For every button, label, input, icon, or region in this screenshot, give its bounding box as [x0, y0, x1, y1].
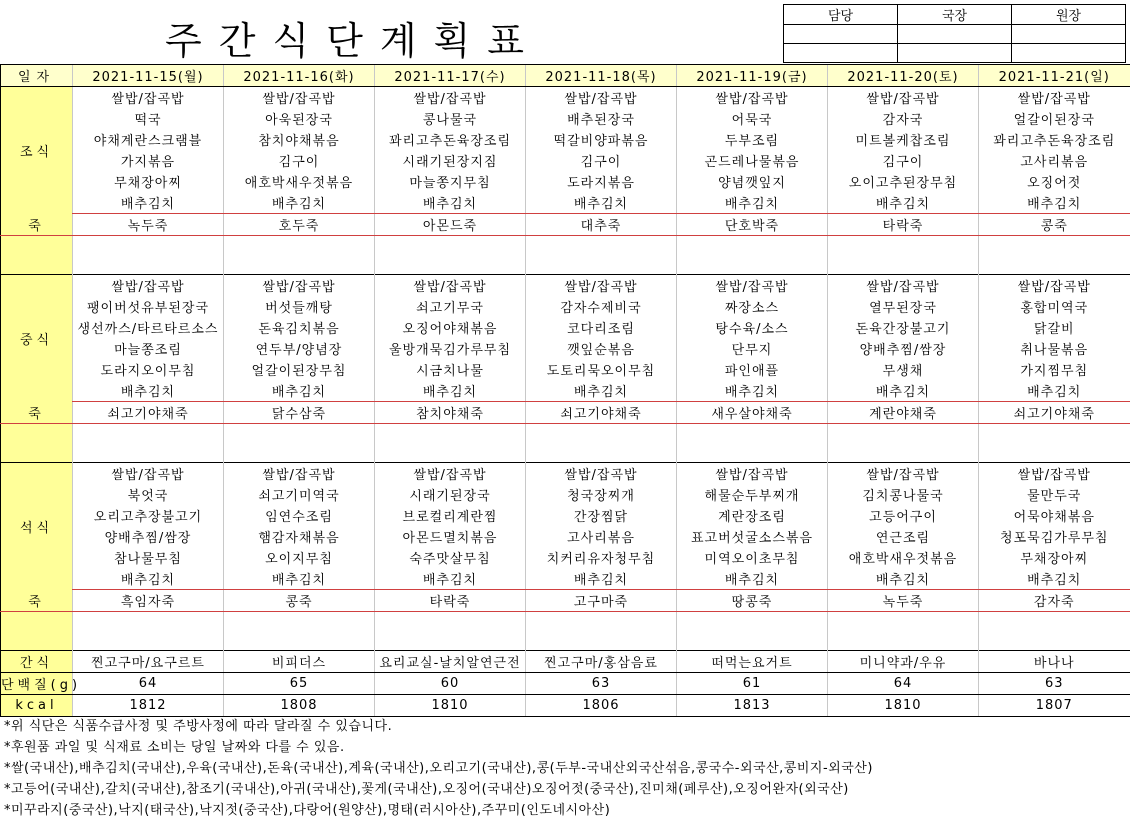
dinner-row-cell: 햄감자채볶음: [224, 526, 375, 547]
dinner-blank-row-cell: [526, 631, 677, 651]
lunch-row-cell: 홍합미역국: [979, 296, 1130, 317]
protein-row-cell: 63: [526, 673, 677, 695]
protein-row-cell: 63: [979, 673, 1130, 695]
breakfast-blank-row-label: [1, 255, 73, 275]
breakfast-row-cell: 김구이: [224, 150, 375, 171]
dinner-row: [1, 484, 1130, 505]
dinner-blank-row-cell: [828, 631, 979, 651]
lunch-blank-row: [1, 443, 1130, 463]
lunch-row: [1, 275, 1130, 297]
dinner-row-cell: 간장찜닭: [526, 505, 677, 526]
dinner-blank-row-cell: [73, 612, 224, 632]
lunch-row-cell: 생선까스/타르타르소스: [73, 317, 224, 338]
lunch-porridge-row: [1, 402, 1130, 424]
note-line: *고등어(국내산),갈치(국내산),참조기(국내산),아귀(국내산),꽃게(국내산),오징어(국내산)오징어젓(중국산),진미채(페루산),오징어완자(외국산): [4, 782, 849, 797]
dinner-blank-row-cell: [224, 612, 375, 632]
breakfast-blank-row-cell: [979, 236, 1130, 256]
breakfast-row-cell: 도라지볶음: [526, 171, 677, 192]
lunch-blank-row-cell: [73, 424, 224, 444]
breakfast-row-cell: 김구이: [828, 150, 979, 171]
lunch-blank-row-cell: [224, 443, 375, 463]
dinner-row-cell: 김치콩나물국: [828, 484, 979, 505]
notes: [4, 716, 873, 821]
breakfast-porridge-row-cell: 대추죽: [526, 214, 677, 236]
lunch-row-cell: 감자수제비국: [526, 296, 677, 317]
dinner-blank-row-cell: [979, 612, 1130, 632]
snack-row: [1, 651, 1130, 673]
approval-head-sign2: [1012, 44, 1126, 63]
lunch-row-cell: 가지찜무침: [979, 359, 1130, 380]
breakfast-porridge-row: [1, 214, 1130, 236]
lunch-row: [1, 317, 1130, 338]
breakfast-blank-row-cell: [224, 255, 375, 275]
breakfast-row-label: 조식: [1, 87, 73, 214]
dinner-row-cell: 쇠고기미역국: [224, 484, 375, 505]
dinner-blank-row: [1, 631, 1130, 651]
breakfast-blank-row-cell: [73, 255, 224, 275]
dinner-row-cell: 시래기된장국: [375, 484, 526, 505]
breakfast-row-cell: 야채계란스크램블: [73, 129, 224, 150]
lunch-row-cell: 배추김치: [73, 380, 224, 402]
breakfast-row: [1, 171, 1130, 192]
lunch-row-label: 중식: [1, 275, 73, 402]
lunch-row-cell: 쌀밥/잡곡밥: [73, 275, 224, 297]
breakfast-blank-row-cell: [677, 255, 828, 275]
lunch-blank-row-cell: [526, 443, 677, 463]
breakfast-blank-row-cell: [526, 236, 677, 256]
lunch-row-cell: 배추김치: [526, 380, 677, 402]
dinner-row-cell: 배추김치: [224, 568, 375, 590]
lunch-porridge-row-cell: 닭수삼죽: [224, 402, 375, 424]
breakfast-row: [1, 108, 1130, 129]
lunch-blank-row-cell: [979, 443, 1130, 463]
dinner-row-cell: 청국장찌개: [526, 484, 677, 505]
kcal-row: [1, 695, 1130, 717]
dinner-blank-row-cell: [526, 612, 677, 632]
breakfast-blank-row-cell: [224, 236, 375, 256]
breakfast-row-cell: 배추김치: [526, 192, 677, 214]
lunch-blank-row-cell: [375, 443, 526, 463]
date-header-cell: 2021-11-20(토): [828, 65, 979, 87]
lunch-row: [1, 380, 1130, 402]
lunch-row-cell: 쌀밥/잡곡밥: [224, 275, 375, 297]
breakfast-porridge-row-cell: 녹두죽: [73, 214, 224, 236]
lunch-porridge-row-cell: 참치야채죽: [375, 402, 526, 424]
breakfast-blank-row-cell: [979, 255, 1130, 275]
lunch-row-cell: 쌀밥/잡곡밥: [828, 275, 979, 297]
dinner-row-cell: 쌀밥/잡곡밥: [979, 463, 1130, 485]
date-header-cell: 2021-11-15(월): [73, 65, 224, 87]
breakfast-porridge-row-label: 죽: [1, 214, 73, 236]
breakfast-row-cell: 양념깻잎지: [677, 171, 828, 192]
protein-row-cell: 61: [677, 673, 828, 695]
lunch-row-cell: 쌀밥/잡곡밥: [526, 275, 677, 297]
lunch-blank-row-cell: [677, 443, 828, 463]
dinner-row-cell: 고사리볶음: [526, 526, 677, 547]
date-header-cell: 2021-11-16(화): [224, 65, 375, 87]
breakfast-porridge-row-cell: 호두죽: [224, 214, 375, 236]
dinner-row-cell: 배추김치: [375, 568, 526, 590]
dinner-porridge-row-cell: 녹두죽: [828, 590, 979, 612]
lunch-row-cell: 배추김치: [224, 380, 375, 402]
lunch-row-cell: 팽이버섯유부된장국: [73, 296, 224, 317]
breakfast-row: [1, 192, 1130, 214]
snack-row-cell: 요리교실-날치알연근전: [375, 651, 526, 673]
lunch-blank-row-cell: [979, 424, 1130, 444]
approval-director-sign: [898, 25, 1012, 44]
dinner-porridge-row: [1, 590, 1130, 612]
protein-row-label: 단백질(g): [1, 673, 73, 695]
dinner-row-cell: 표고버섯굴소스볶음: [677, 526, 828, 547]
breakfast-row-cell: 배추김치: [375, 192, 526, 214]
lunch-row: [1, 359, 1130, 380]
protein-row-cell: 60: [375, 673, 526, 695]
dinner-blank-row-cell: [979, 631, 1130, 651]
dinner-row-cell: 참나물무침: [73, 547, 224, 568]
breakfast-porridge-row-cell: 아몬드죽: [375, 214, 526, 236]
dinner-row-cell: 배추김치: [677, 568, 828, 590]
protein-row-cell: 65: [224, 673, 375, 695]
breakfast-row-cell: 떡갈비양파볶음: [526, 129, 677, 150]
breakfast-row-cell: 배추김치: [677, 192, 828, 214]
kcal-row-label: kcal: [1, 695, 73, 717]
breakfast-blank-row-cell: [526, 255, 677, 275]
breakfast-row-cell: 아욱된장국: [224, 108, 375, 129]
weekly-menu-table: [0, 64, 1130, 717]
breakfast-row-cell: 쌀밥/잡곡밥: [224, 87, 375, 109]
kcal-row-cell: 1806: [526, 695, 677, 717]
lunch-row-cell: 도라지오이무침: [73, 359, 224, 380]
lunch-row-cell: 열무된장국: [828, 296, 979, 317]
lunch-blank-row-label: [1, 424, 73, 444]
breakfast-row-cell: 두부조림: [677, 129, 828, 150]
lunch-row-cell: 마늘쫑조림: [73, 338, 224, 359]
lunch-row-cell: 짜장소스: [677, 296, 828, 317]
dinner-blank-row-cell: [375, 612, 526, 632]
breakfast-row-cell: 참치야채볶음: [224, 129, 375, 150]
breakfast-row-cell: 김구이: [526, 150, 677, 171]
date-header-cell: 2021-11-19(금): [677, 65, 828, 87]
lunch-row-cell: 깻잎순볶음: [526, 338, 677, 359]
lunch-row-cell: 배추김치: [375, 380, 526, 402]
dinner-row-cell: 무채장아찌: [979, 547, 1130, 568]
dinner-row-cell: 애호박새우젓볶음: [828, 547, 979, 568]
lunch-row-cell: 돈육간장불고기: [828, 317, 979, 338]
breakfast-row-cell: 쌀밥/잡곡밥: [375, 87, 526, 109]
kcal-row-cell: 1812: [73, 695, 224, 717]
dinner-porridge-row-cell: 타락죽: [375, 590, 526, 612]
lunch-blank-row-cell: [526, 424, 677, 444]
dinner-row-cell: 쌀밥/잡곡밥: [224, 463, 375, 485]
breakfast-blank-row: [1, 255, 1130, 275]
breakfast-row: [1, 150, 1130, 171]
breakfast-row-cell: 쌀밥/잡곡밥: [979, 87, 1130, 109]
approval-director-label: 국장: [898, 5, 1012, 25]
snack-row-cell: 비피더스: [224, 651, 375, 673]
dinner-row-cell: 아몬드멸치볶음: [375, 526, 526, 547]
breakfast-row-cell: 곤드레나물볶음: [677, 150, 828, 171]
lunch-row-cell: 버섯들깨탕: [224, 296, 375, 317]
lunch-blank-row-cell: [73, 443, 224, 463]
lunch-row-cell: 배추김치: [677, 380, 828, 402]
dinner-blank-row-cell: [677, 612, 828, 632]
breakfast-row-cell: 배추된장국: [526, 108, 677, 129]
page-title: 주간식단계획표: [165, 19, 541, 63]
approval-box: [783, 4, 1126, 63]
breakfast-row-cell: 애호박새우젓볶음: [224, 171, 375, 192]
breakfast-row-cell: 쌀밥/잡곡밥: [526, 87, 677, 109]
breakfast-row-cell: 쌀밥/잡곡밥: [677, 87, 828, 109]
dinner-row-cell: 배추김치: [979, 568, 1130, 590]
dinner-row-cell: 임연수조림: [224, 505, 375, 526]
snack-row-cell: 떠먹는요거트: [677, 651, 828, 673]
lunch-row-cell: 단무지: [677, 338, 828, 359]
breakfast-blank-row-cell: [828, 255, 979, 275]
dinner-row: [1, 463, 1130, 485]
dinner-row-cell: 오이지무침: [224, 547, 375, 568]
dinner-row: [1, 568, 1130, 590]
snack-row-cell: 찐고구마/요구르트: [73, 651, 224, 673]
approval-director-sign2: [898, 44, 1012, 63]
lunch-blank-row-cell: [677, 424, 828, 444]
note-line: *위 식단은 식품수급사정 및 주방사정에 따라 달라질 수 있습니다.: [4, 719, 393, 734]
dinner-row-cell: 해물순두부찌개: [677, 484, 828, 505]
dinner-row: [1, 505, 1130, 526]
lunch-porridge-row-cell: 쇠고기야채죽: [73, 402, 224, 424]
protein-row-cell: 64: [73, 673, 224, 695]
dinner-porridge-row-cell: 흑임자죽: [73, 590, 224, 612]
approval-head-label: 원장: [1012, 5, 1126, 25]
breakfast-row-cell: 오징어젓: [979, 171, 1130, 192]
breakfast-row-cell: 어묵국: [677, 108, 828, 129]
breakfast-row-cell: 시래기된장지짐: [375, 150, 526, 171]
lunch-row-cell: 쌀밥/잡곡밥: [677, 275, 828, 297]
dinner-row-cell: 숙주맛살무침: [375, 547, 526, 568]
snack-row-cell: 찐고구마/홍삼음료: [526, 651, 677, 673]
protein-row-cell: 64: [828, 673, 979, 695]
approval-staff-label: 담당: [784, 5, 898, 25]
dinner-blank-row-cell: [375, 631, 526, 651]
lunch-row-cell: 연두부/양념장: [224, 338, 375, 359]
lunch-row-cell: 코다리조림: [526, 317, 677, 338]
dinner-porridge-row-label: 죽: [1, 590, 73, 612]
dinner-blank-row-label: [1, 612, 73, 632]
breakfast-row-cell: 쌀밥/잡곡밥: [828, 87, 979, 109]
date-header-cell: 2021-11-17(수): [375, 65, 526, 87]
lunch-blank-row-cell: [828, 424, 979, 444]
dinner-porridge-row-cell: 땅콩죽: [677, 590, 828, 612]
note-line: *쌀(국내산),배추김치(국내산),우육(국내산),돈육(국내산),계육(국내산),오리고기(국내산),콩(두부-국내산외국산섞음,콩국수-외국산,콩비지-외국산): [4, 761, 873, 776]
dinner-row-cell: 계란장조림: [677, 505, 828, 526]
kcal-row-cell: 1810: [828, 695, 979, 717]
dinner-porridge-row-cell: 고구마죽: [526, 590, 677, 612]
breakfast-row-cell: 고사리볶음: [979, 150, 1130, 171]
lunch-blank-row: [1, 424, 1130, 444]
lunch-row: [1, 296, 1130, 317]
dinner-porridge-row-cell: 콩죽: [224, 590, 375, 612]
lunch-row-cell: 울방개묵김가루무침: [375, 338, 526, 359]
lunch-row-cell: 쇠고기무국: [375, 296, 526, 317]
dinner-row-cell: 쌀밥/잡곡밥: [677, 463, 828, 485]
breakfast-row-cell: 미트볼케찹조림: [828, 129, 979, 150]
breakfast-porridge-row-cell: 타락죽: [828, 214, 979, 236]
breakfast-row-cell: 꽈리고추돈육장조림: [979, 129, 1130, 150]
lunch-row-cell: 배추김치: [979, 380, 1130, 402]
dinner-blank-row-cell: [224, 631, 375, 651]
lunch-row-cell: 돈육김치볶음: [224, 317, 375, 338]
lunch-blank-row-cell: [224, 424, 375, 444]
dinner-row-cell: 치커리유자청무침: [526, 547, 677, 568]
breakfast-row-cell: 떡국: [73, 108, 224, 129]
lunch-row-cell: 배추김치: [828, 380, 979, 402]
date-header: [1, 65, 1130, 87]
lunch-porridge-row-cell: 새우살야채죽: [677, 402, 828, 424]
lunch-row-cell: 얼갈이된장무침: [224, 359, 375, 380]
note-line: *미꾸라지(중국산),낙지(태국산),낙지젓(중국산),다랑어(원양산),명태(러시아산),주꾸미(인도네시아산): [4, 803, 611, 818]
breakfast-blank-row-cell: [677, 236, 828, 256]
lunch-blank-row-cell: [828, 443, 979, 463]
kcal-row-cell: 1813: [677, 695, 828, 717]
dinner-row-cell: 쌀밥/잡곡밥: [526, 463, 677, 485]
breakfast-row-cell: 배추김치: [979, 192, 1130, 214]
breakfast-row-cell: 배추김치: [224, 192, 375, 214]
dinner-blank-row-cell: [73, 631, 224, 651]
lunch-row-cell: 쌀밥/잡곡밥: [375, 275, 526, 297]
breakfast-row: [1, 129, 1130, 150]
dinner-row-cell: 배추김치: [73, 568, 224, 590]
dinner-row-label: 석식: [1, 463, 73, 590]
dinner-row-cell: 오리고추장불고기: [73, 505, 224, 526]
lunch-row-cell: 도토리묵오이무침: [526, 359, 677, 380]
dinner-row-cell: 어묵야채볶음: [979, 505, 1130, 526]
breakfast-blank-row-cell: [375, 236, 526, 256]
dinner-blank-row-label: [1, 631, 73, 651]
lunch-porridge-row-cell: 쇠고기야채죽: [979, 402, 1130, 424]
lunch-row: [1, 338, 1130, 359]
dinner-row-cell: 북엇국: [73, 484, 224, 505]
dinner-row-cell: 쌀밥/잡곡밥: [828, 463, 979, 485]
lunch-porridge-row-cell: 쇠고기야채죽: [526, 402, 677, 424]
breakfast-row-cell: 얼갈이된장국: [979, 108, 1130, 129]
snack-row-label: 간식: [1, 651, 73, 673]
approval-staff-sign2: [784, 44, 898, 63]
dinner-row-cell: 배추김치: [526, 568, 677, 590]
dinner-row-cell: 쌀밥/잡곡밥: [73, 463, 224, 485]
dinner-row-cell: 청포묵김가루무침: [979, 526, 1130, 547]
dinner-row-cell: 미역오이초무침: [677, 547, 828, 568]
dinner-row: [1, 547, 1130, 568]
breakfast-row: [1, 87, 1130, 109]
dinner-row-cell: 양배추찜/쌈장: [73, 526, 224, 547]
approval-staff-sign: [784, 25, 898, 44]
breakfast-row-cell: 꽈리고추돈육장조림: [375, 129, 526, 150]
dinner-row-cell: 쌀밥/잡곡밥: [375, 463, 526, 485]
snack-row-cell: 미니약과/우유: [828, 651, 979, 673]
dinner-blank-row: [1, 612, 1130, 632]
breakfast-blank-row-cell: [375, 255, 526, 275]
breakfast-row-cell: 쌀밥/잡곡밥: [73, 87, 224, 109]
lunch-row-cell: 무생채: [828, 359, 979, 380]
breakfast-row-cell: 오이고추된장무침: [828, 171, 979, 192]
approval-head-sign: [1012, 25, 1126, 44]
date-header-cell: 2021-11-21(일): [979, 65, 1130, 87]
dinner-row-cell: 물만두국: [979, 484, 1130, 505]
note-line: *후원품 과일 및 식재료 소비는 당일 날짜와 다를 수 있음.: [4, 740, 345, 755]
snack-row-cell: 바나나: [979, 651, 1130, 673]
dinner-blank-row-cell: [828, 612, 979, 632]
dinner-row-cell: 브로컬리계란찜: [375, 505, 526, 526]
lunch-porridge-row-cell: 계란야채죽: [828, 402, 979, 424]
kcal-row-cell: 1808: [224, 695, 375, 717]
breakfast-row-cell: 콩나물국: [375, 108, 526, 129]
date-header-cell: 2021-11-18(목): [526, 65, 677, 87]
dinner-row-cell: 배추김치: [828, 568, 979, 590]
breakfast-row-cell: 배추김치: [828, 192, 979, 214]
lunch-blank-row-label: [1, 443, 73, 463]
lunch-porridge-row-label: 죽: [1, 402, 73, 424]
lunch-row-cell: 탕수육/소스: [677, 317, 828, 338]
lunch-row-cell: 취나물볶음: [979, 338, 1130, 359]
lunch-row-cell: 양배추찜/쌈장: [828, 338, 979, 359]
kcal-row-cell: 1810: [375, 695, 526, 717]
date-header-label: 일자: [1, 65, 73, 87]
lunch-row-cell: 오징어야채볶음: [375, 317, 526, 338]
breakfast-row-cell: 배추김치: [73, 192, 224, 214]
breakfast-blank-row: [1, 236, 1130, 256]
lunch-row-cell: 닭갈비: [979, 317, 1130, 338]
dinner-row-cell: 고등어구이: [828, 505, 979, 526]
lunch-row-cell: 시금치나물: [375, 359, 526, 380]
dinner-porridge-row-cell: 감자죽: [979, 590, 1130, 612]
breakfast-row-cell: 감자국: [828, 108, 979, 129]
breakfast-blank-row-cell: [828, 236, 979, 256]
breakfast-porridge-row-cell: 단호박죽: [677, 214, 828, 236]
breakfast-porridge-row-cell: 콩죽: [979, 214, 1130, 236]
dinner-blank-row-cell: [677, 631, 828, 651]
breakfast-blank-row-cell: [73, 236, 224, 256]
breakfast-row-cell: 마늘쫑지무침: [375, 171, 526, 192]
breakfast-row-cell: 무채장아찌: [73, 171, 224, 192]
protein-row: [1, 673, 1130, 695]
dinner-row: [1, 526, 1130, 547]
dinner-row-cell: 연근조림: [828, 526, 979, 547]
lunch-row-cell: 쌀밥/잡곡밥: [979, 275, 1130, 297]
lunch-blank-row-cell: [375, 424, 526, 444]
kcal-row-cell: 1807: [979, 695, 1130, 717]
lunch-row-cell: 파인애플: [677, 359, 828, 380]
breakfast-blank-row-label: [1, 236, 73, 256]
breakfast-row-cell: 가지볶음: [73, 150, 224, 171]
